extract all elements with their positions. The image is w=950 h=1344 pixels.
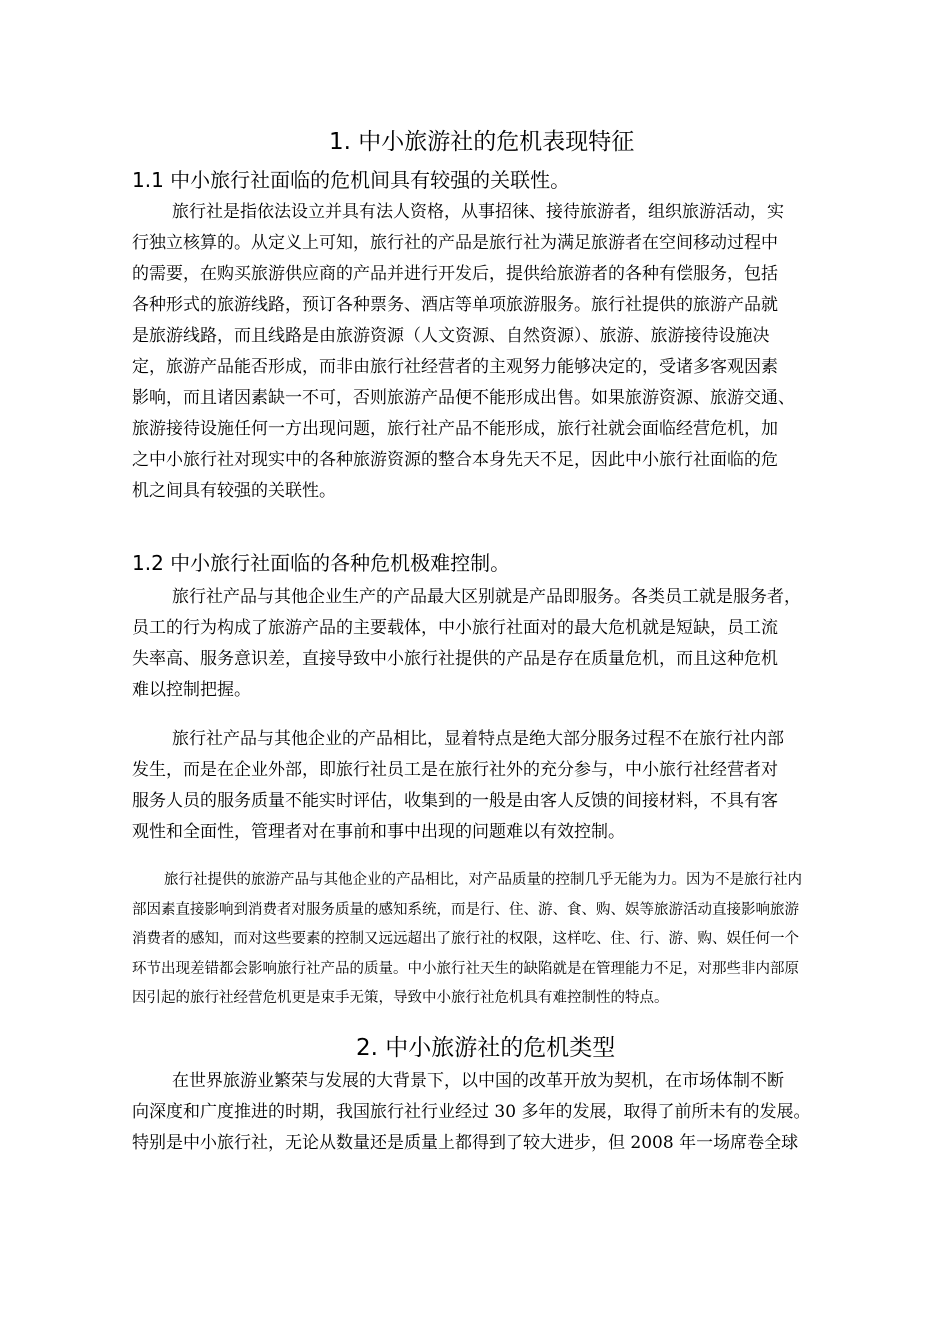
paragraph-line: 的需要，在购买旅游供应商的产品并进行开发后，提供给旅游者的各种有偿服务，包括 xyxy=(132,264,778,284)
paragraph-line: 旅行社产品与其他企业的产品相比，显着特点是绝大部分服务过程不在旅行社内部 xyxy=(172,729,784,749)
paragraph-line: 旅游接待设施任何一方出现问题，旅行社产品不能形成，旅行社就会面临经营危机，加 xyxy=(132,419,778,439)
subsection-1-2-paragraph-2 xyxy=(132,724,784,848)
paragraph-line: 员工的行为构成了旅游产品的主要载体，中小旅行社面对的最大危机就是短缺，员工流 xyxy=(132,618,778,638)
paragraph-line: 因引起的旅行社经营危机更是束手无策，导致中小旅行社危机具有难控制性的特点。 xyxy=(132,990,669,1006)
subsection-1-2-paragraph-1 xyxy=(132,582,801,706)
paragraph-line: 消费者的感知，而对这些要素的控制又远远超出了旅行社的权限，这样吃、住、行、游、购、娱任何一个 xyxy=(132,931,799,947)
paragraph-line: 发生，而是在企业外部，即旅行社员工是在旅行社外的充分参与，中小旅行社经营者对 xyxy=(132,760,778,780)
paragraph-line: 各种形式的旅游线路，预订各种票务、酒店等单项旅游服务。旅行社提供的旅游产品就 xyxy=(132,295,778,315)
section-1-heading: 1. 中小旅游社的危机表现特征 xyxy=(329,129,635,155)
paragraph-line: 特别是中小旅行社，无论从数量还是质量上都得到了较大进步，但 2008 年一场席卷全球 xyxy=(132,1133,799,1153)
subsection-1-2-heading: 1.2 中小旅行社面临的各种危机极难控制。 xyxy=(132,551,511,575)
subsection-1-2-paragraph-3 xyxy=(132,866,802,1014)
paragraph-line: 旅行社产品与其他企业生产的产品最大区别就是产品即服务。各类员工就是服务者， xyxy=(172,587,801,607)
paragraph-line: 部因素直接影响到消费者对服务质量的感知系统，而是行、住、游、食、购、娱等旅游活动直接影响旅游 xyxy=(132,901,799,918)
paragraph-line: 机之间具有较强的关联性。 xyxy=(132,481,336,501)
paragraph-line: 在世界旅游业繁荣与发展的大背景下，以中国的改革开放为契机，在市场体制不断 xyxy=(172,1071,784,1091)
subsection-1-1-heading: 1.1 中小旅行社面临的危机间具有较强的关联性。 xyxy=(132,168,571,192)
paragraph-line: 之中小旅行社对现实中的各种旅游资源的整合本身先天不足，因此中小旅行社面临的危 xyxy=(132,450,778,470)
paragraph-line: 服务人员的服务质量不能实时评估，收集到的一般是由客人反馈的间接材料，不具有客 xyxy=(132,791,778,811)
subsection-1-1-paragraph xyxy=(132,197,795,507)
section-2-paragraph xyxy=(132,1066,810,1159)
paragraph-line: 向深度和广度推进的时期，我国旅行社行业经过 30 多年的发展，取得了前所未有的发展。 xyxy=(132,1102,811,1122)
paragraph-line: 影响，而且诸因素缺一不可，否则旅游产品便不能形成出售。如果旅游资源、旅游交通、 xyxy=(132,388,795,408)
paragraph-line: 环节出现差错都会影响旅行社产品的质量。中小旅行社天生的缺陷就是在管理能力不足，对那些非内部原 xyxy=(132,960,799,977)
paragraph-line: 是旅游线路，而且线路是由旅游资源（人文资源、自然资源）、旅游、旅游接待设施决 xyxy=(132,326,770,346)
paragraph-line: 失率高、服务意识差，直接导致中小旅行社提供的产品是存在质量危机，而且这种危机 xyxy=(132,649,778,669)
section-2-heading: 2. 中小旅游社的危机类型 xyxy=(356,1035,616,1061)
paragraph-line: 行独立核算的。从定义上可知，旅行社的产品是旅行社为满足旅游者在空间移动过程中 xyxy=(132,233,778,253)
paragraph-line: 旅行社提供的旅游产品与其他企业的产品相比，对产品质量的控制几乎无能为力。因为不是旅行社内 xyxy=(164,872,802,888)
paragraph-line: 观性和全面性，管理者对在事前和事中出现的问题难以有效控制。 xyxy=(132,822,625,842)
paragraph-line: 定，旅游产品能否形成，而非由旅行社经营者的主观努力能够决定的，受诸多客观因素 xyxy=(132,357,778,377)
paragraph-line: 旅行社是指依法设立并具有法人资格，从事招徕、接待旅游者，组织旅游活动，实 xyxy=(172,202,784,222)
paragraph-line: 难以控制把握。 xyxy=(132,680,251,700)
